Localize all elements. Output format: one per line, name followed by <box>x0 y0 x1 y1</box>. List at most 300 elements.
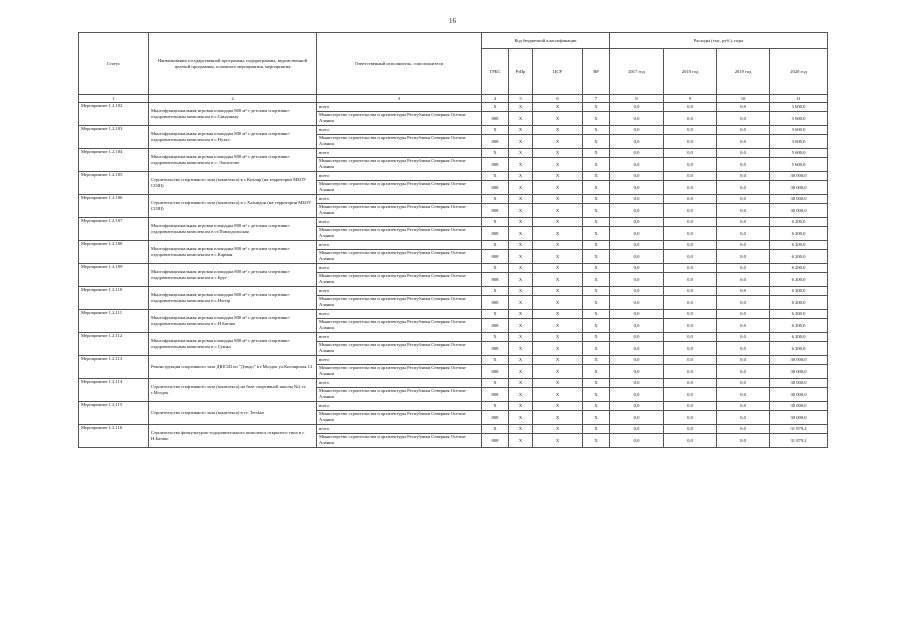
code-cell: X <box>533 319 583 333</box>
value-2017: 0,0 <box>610 296 664 310</box>
code-cell: X <box>509 126 533 135</box>
grbs-cell: 808 <box>482 342 509 356</box>
value-2019: 0,0 <box>717 287 770 296</box>
grbs-cell: 808 <box>482 434 509 448</box>
value-2018: 0,0 <box>664 204 717 218</box>
row-total-label: всего <box>317 264 482 273</box>
value-2017: 0,0 <box>610 342 664 356</box>
value-2018: 0,0 <box>664 333 717 342</box>
value-2020: 30 000,0 <box>770 195 828 204</box>
code-cell: X <box>482 149 509 158</box>
code-cell: X <box>482 126 509 135</box>
value-2018: 0,0 <box>664 296 717 310</box>
code-cell: X <box>482 402 509 411</box>
row-executor: Министерство строительства и архитектуры Республики Северная Осетия-Алания <box>317 388 482 402</box>
code-cell: X <box>509 103 533 112</box>
table-row-total <box>79 103 828 112</box>
value-2019: 0,0 <box>717 411 770 425</box>
value-2017: 0,0 <box>610 264 664 273</box>
value-2019: 0,0 <box>717 195 770 204</box>
value-2020: 6 200,0 <box>770 333 828 342</box>
grbs-cell: 808 <box>482 181 509 195</box>
value-2018: 0,0 <box>664 218 717 227</box>
value-2020: 30 000,0 <box>770 172 828 181</box>
code-cell: X <box>583 287 610 296</box>
code-cell: X <box>533 379 583 388</box>
row-executor: Министерство строительства и архитектуры Республики Северная Осетия-Алания <box>317 365 482 379</box>
value-2019: 0,0 <box>717 342 770 356</box>
value-2018: 0,0 <box>664 319 717 333</box>
value-2017: 0,0 <box>610 434 664 448</box>
grbs-cell: 808 <box>482 273 509 287</box>
column-number: 6 <box>533 95 583 103</box>
row-total-label: всего <box>317 356 482 365</box>
value-2018: 0,0 <box>664 342 717 356</box>
table-row-total <box>79 310 828 319</box>
row-total-label: всего <box>317 379 482 388</box>
code-cell: X <box>509 402 533 411</box>
value-2018: 0,0 <box>664 356 717 365</box>
value-2017: 0,0 <box>610 195 664 204</box>
row-total-label: всего <box>317 287 482 296</box>
code-cell: X <box>583 250 610 264</box>
code-cell: X <box>583 172 610 181</box>
column-number: 7 <box>583 95 610 103</box>
value-2018: 0,0 <box>664 250 717 264</box>
code-cell: X <box>509 149 533 158</box>
value-2020: 5 600,0 <box>770 158 828 172</box>
row-name: Строительство спортивного зала (комплекса) в ст. Terskoe <box>149 402 317 425</box>
row-executor: Министерство строительства и архитектуры Республики Северная Осетия-Алания <box>317 273 482 287</box>
row-executor: Министерство строительства и архитектуры Республики Северная Осетия-Алания <box>317 204 482 218</box>
code-cell: X <box>583 365 610 379</box>
value-2019: 0,0 <box>717 126 770 135</box>
code-cell: X <box>533 434 583 448</box>
value-2019: 0,0 <box>717 181 770 195</box>
code-cell: X <box>509 172 533 181</box>
value-2020: 6 200,0 <box>770 342 828 356</box>
value-2019: 0,0 <box>717 149 770 158</box>
row-name: Строительство физкультурно-оздоровительного комплекса открытого типа в с. Н.Батако <box>149 425 317 448</box>
code-cell: X <box>533 425 583 434</box>
code-cell: X <box>482 310 509 319</box>
table-row-total <box>79 402 828 411</box>
code-cell: X <box>509 250 533 264</box>
value-2017: 0,0 <box>610 402 664 411</box>
code-cell: X <box>509 319 533 333</box>
value-2020: 30 000,0 <box>770 181 828 195</box>
row-status: Мероприятие 1.2.104 <box>79 149 149 172</box>
header-code-rzpr: РзПр <box>509 49 533 95</box>
code-cell: X <box>509 379 533 388</box>
table-row-total <box>79 287 828 296</box>
column-number-row <box>79 95 828 103</box>
code-cell: X <box>482 172 509 181</box>
value-2019: 0,0 <box>717 379 770 388</box>
value-2020: 6 200,0 <box>770 296 828 310</box>
code-cell: X <box>533 126 583 135</box>
code-cell: X <box>509 158 533 172</box>
code-cell: X <box>533 218 583 227</box>
table-row-total <box>79 333 828 342</box>
value-2018: 0,0 <box>664 126 717 135</box>
row-executor: Министерство строительства и архитектуры Республики Северная Осетия-Алания <box>317 296 482 310</box>
budget-table <box>78 32 828 448</box>
row-total-label: всего <box>317 149 482 158</box>
value-2020: 30 000,0 <box>770 402 828 411</box>
column-number: 5 <box>509 95 533 103</box>
code-cell: X <box>583 342 610 356</box>
value-2019: 0,0 <box>717 333 770 342</box>
code-cell: X <box>509 356 533 365</box>
grbs-cell: 808 <box>482 204 509 218</box>
row-total-label: всего <box>317 241 482 250</box>
table-row-total <box>79 195 828 204</box>
value-2019: 0,0 <box>717 425 770 434</box>
column-number: 10 <box>717 95 770 103</box>
value-2018: 0,0 <box>664 273 717 287</box>
row-executor: Министерство строительства и архитектуры Республики Северная Осетия-Алания <box>317 181 482 195</box>
value-2020: 6 200,0 <box>770 273 828 287</box>
row-executor: Министерство строительства и архитектуры Республики Северная Осетия-Алания <box>317 227 482 241</box>
value-2020: 31 879,2 <box>770 425 828 434</box>
row-executor: Министерство строительства и архитектуры Республики Северная Осетия-Алания <box>317 342 482 356</box>
grbs-cell: 808 <box>482 158 509 172</box>
code-cell: X <box>583 149 610 158</box>
table-row-total <box>79 149 828 158</box>
column-number: 8 <box>610 95 664 103</box>
code-cell: X <box>533 250 583 264</box>
value-2017: 0,0 <box>610 388 664 402</box>
code-cell: X <box>509 425 533 434</box>
value-2018: 0,0 <box>664 195 717 204</box>
value-2018: 0,0 <box>664 402 717 411</box>
value-2017: 0,0 <box>610 241 664 250</box>
row-name: Реконструкция спортивного зала ДЮСШ по "Дзюдо" в г.Моздок ул.Кизлярская 12 <box>149 356 317 379</box>
code-cell: X <box>533 172 583 181</box>
value-2020: 30 000,0 <box>770 411 828 425</box>
code-cell: X <box>583 241 610 250</box>
code-cell: X <box>533 402 583 411</box>
row-status: Мероприятие 1.2.109 <box>79 264 149 287</box>
code-cell: X <box>533 227 583 241</box>
value-2017: 0,0 <box>610 273 664 287</box>
value-2017: 0,0 <box>610 158 664 172</box>
table-row-total <box>79 379 828 388</box>
code-cell: X <box>583 204 610 218</box>
value-2017: 0,0 <box>610 112 664 126</box>
value-2017: 0,0 <box>610 411 664 425</box>
code-cell: X <box>583 195 610 204</box>
row-name: Многофункциональная игровая площадка 800 м² с детским спортивно-оздоровительным комплексом в с. Эльхотово <box>149 149 317 172</box>
value-2020: 6 200,0 <box>770 310 828 319</box>
value-2018: 0,0 <box>664 103 717 112</box>
row-executor: Министерство строительства и архитектуры Республики Северная Осетия-Алания <box>317 158 482 172</box>
code-cell: X <box>509 411 533 425</box>
code-cell: X <box>482 379 509 388</box>
value-2017: 0,0 <box>610 126 664 135</box>
value-2020: 3 600,0 <box>770 103 828 112</box>
code-cell: X <box>533 273 583 287</box>
value-2017: 0,0 <box>610 103 664 112</box>
code-cell: X <box>533 135 583 149</box>
value-2019: 0,0 <box>717 356 770 365</box>
code-cell: X <box>482 218 509 227</box>
value-2018: 0,0 <box>664 241 717 250</box>
value-2018: 0,0 <box>664 264 717 273</box>
row-status: Мероприятие 1.2.108 <box>79 241 149 264</box>
code-cell: X <box>509 135 533 149</box>
code-cell: X <box>533 310 583 319</box>
row-total-label: всего <box>317 126 482 135</box>
code-cell: X <box>509 333 533 342</box>
code-cell: X <box>509 241 533 250</box>
grbs-cell: 808 <box>482 135 509 149</box>
header-expenses-group: Расходы (тыс. руб.), годы <box>610 33 828 49</box>
value-2020: 5 600,0 <box>770 149 828 158</box>
value-2018: 0,0 <box>664 112 717 126</box>
code-cell: X <box>533 158 583 172</box>
value-2020: 6 200,0 <box>770 319 828 333</box>
row-status: Мероприятие 1.2.111 <box>79 310 149 333</box>
value-2020: 3 600,0 <box>770 135 828 149</box>
value-2019: 0,0 <box>717 402 770 411</box>
value-2019: 0,0 <box>717 250 770 264</box>
code-cell: X <box>583 319 610 333</box>
row-name: Многофункциональная игровая площадка 800 м² с детским спортивно-оздоровительным комплексом в с.Синдзикау <box>149 103 317 126</box>
code-cell: X <box>533 264 583 273</box>
value-2020: 30 000,0 <box>770 379 828 388</box>
value-2017: 0,0 <box>610 181 664 195</box>
row-executor: Министерство строительства и архитектуры Республики Северная Осетия-Алания <box>317 411 482 425</box>
code-cell: X <box>482 103 509 112</box>
code-cell: X <box>583 296 610 310</box>
value-2019: 0,0 <box>717 434 770 448</box>
code-cell: X <box>583 227 610 241</box>
code-cell: X <box>509 388 533 402</box>
column-number: 1 <box>79 95 149 103</box>
header-year-2020: 2020 год <box>770 49 828 95</box>
value-2018: 0,0 <box>664 227 717 241</box>
value-2020: 30 000,0 <box>770 356 828 365</box>
row-executor: Министерство строительства и архитектуры Республики Северная Осетия-Алания <box>317 250 482 264</box>
code-cell: X <box>482 425 509 434</box>
code-cell: X <box>509 112 533 126</box>
table-row-total <box>79 241 828 250</box>
row-executor: Министерство строительства и архитектуры Республики Северная Осетия-Алания <box>317 434 482 448</box>
header-year-2017: 2017 год <box>610 49 664 95</box>
code-cell: X <box>509 227 533 241</box>
header-name: Наименования государственной программы, подпрограммы, ведомственной целевой программы, основного мероприятия, мероприятия <box>149 33 317 95</box>
header-code-vr: ВР <box>583 49 610 95</box>
row-status: Мероприятие 1.2.114 <box>79 379 149 402</box>
value-2018: 0,0 <box>664 135 717 149</box>
value-2019: 0,0 <box>717 241 770 250</box>
table-row-total <box>79 172 828 181</box>
value-2020: 6 200,0 <box>770 218 828 227</box>
code-cell: X <box>533 103 583 112</box>
row-name: Многофункциональная игровая площадка 800 м² с детским спортивно-оздоровительным комплексом в с.Ногир <box>149 287 317 310</box>
code-cell: X <box>583 356 610 365</box>
row-name: Многофункциональная игровая площадка 800 м² с детским спортивно-оздоровительным комплексом в с.Нузал <box>149 126 317 149</box>
code-cell: X <box>509 342 533 356</box>
row-status: Мероприятие 1.2.103 <box>79 126 149 149</box>
value-2018: 0,0 <box>664 388 717 402</box>
table-row-total <box>79 425 828 434</box>
row-name: Строительство спортивного зала (комплекса) на базе спортивной школы №2 ст. г.Моздок <box>149 379 317 402</box>
row-status: Мероприятие 1.2.113 <box>79 356 149 379</box>
column-number: 2 <box>149 95 317 103</box>
code-cell: X <box>509 204 533 218</box>
code-cell: X <box>583 434 610 448</box>
value-2019: 0,0 <box>717 218 770 227</box>
value-2017: 0,0 <box>610 356 664 365</box>
header-budget-code-group: Код бюджетной классификации <box>482 33 610 49</box>
code-cell: X <box>482 264 509 273</box>
value-2018: 0,0 <box>664 425 717 434</box>
row-status: Мероприятие 1.2.106 <box>79 195 149 218</box>
row-executor: Министерство строительства и архитектуры Республики Северная Осетия-Алания <box>317 135 482 149</box>
column-number: 3 <box>317 95 482 103</box>
header-executor: Ответственный исполнитель, соисполнители <box>317 33 482 95</box>
row-status: Мероприятие 1.2.115 <box>79 402 149 425</box>
value-2019: 0,0 <box>717 310 770 319</box>
code-cell: X <box>509 273 533 287</box>
row-total-label: всего <box>317 333 482 342</box>
row-name: Многофункциональная игровая площадка 800 м² с детским спортивно-оздоровительным комплексом в с.Брут <box>149 264 317 287</box>
value-2017: 0,0 <box>610 135 664 149</box>
table-row-total <box>79 126 828 135</box>
value-2018: 0,0 <box>664 149 717 158</box>
row-total-label: всего <box>317 425 482 434</box>
code-cell: X <box>482 241 509 250</box>
row-name: Строительство спортивного зала (комплекса) в с.Хазнидон (на территории МБОУ СОШ) <box>149 195 317 218</box>
code-cell: X <box>583 273 610 287</box>
value-2020: 6 200,0 <box>770 241 828 250</box>
value-2020: 6 200,0 <box>770 264 828 273</box>
row-name: Многофункциональная игровая площадка 800 м² с детским спортивно-оздоровительным комплексом в с.Н.Батако <box>149 310 317 333</box>
row-status: Мероприятие 1.2.107 <box>79 218 149 241</box>
grbs-cell: 808 <box>482 411 509 425</box>
code-cell: X <box>533 149 583 158</box>
code-cell: X <box>583 310 610 319</box>
code-cell: X <box>583 103 610 112</box>
code-cell: X <box>509 296 533 310</box>
code-cell: X <box>482 333 509 342</box>
value-2018: 0,0 <box>664 365 717 379</box>
value-2020: 31 879,2 <box>770 434 828 448</box>
code-cell: X <box>583 218 610 227</box>
code-cell: X <box>583 388 610 402</box>
table-row-total <box>79 218 828 227</box>
header-year-2018: 2018 год <box>664 49 717 95</box>
value-2017: 0,0 <box>610 319 664 333</box>
code-cell: X <box>583 112 610 126</box>
row-name: Многофункциональная игровая площадка 800 м² с детским спортивно-оздоровительным комплексом в с.Сунжа <box>149 333 317 356</box>
header-status: Статус <box>79 33 149 95</box>
value-2017: 0,0 <box>610 365 664 379</box>
grbs-cell: 808 <box>482 296 509 310</box>
code-cell: X <box>533 388 583 402</box>
value-2017: 0,0 <box>610 149 664 158</box>
row-status: Мероприятие 1.2.105 <box>79 172 149 195</box>
table-row-total <box>79 356 828 365</box>
code-cell: X <box>583 379 610 388</box>
grbs-cell: 808 <box>482 250 509 264</box>
row-executor: Министерство строительства и архитектуры Республики Северная Осетия-Алания <box>317 319 482 333</box>
row-name: Многофункциональная игровая площадка 800 м² с детским спортивно-оздоровительным комплексом в с.Карман <box>149 241 317 264</box>
code-cell: X <box>482 287 509 296</box>
code-cell: X <box>509 365 533 379</box>
value-2020: 30 000,0 <box>770 204 828 218</box>
code-cell: X <box>533 241 583 250</box>
value-2020: 30 000,0 <box>770 365 828 379</box>
column-number: 9 <box>664 95 717 103</box>
code-cell: X <box>509 287 533 296</box>
code-cell: X <box>533 112 583 126</box>
value-2020: 30 000,0 <box>770 388 828 402</box>
value-2019: 0,0 <box>717 319 770 333</box>
value-2019: 0,0 <box>717 204 770 218</box>
code-cell: X <box>583 135 610 149</box>
value-2020: 3 600,0 <box>770 112 828 126</box>
value-2020: 6 200,0 <box>770 227 828 241</box>
value-2017: 0,0 <box>610 227 664 241</box>
value-2018: 0,0 <box>664 181 717 195</box>
value-2017: 0,0 <box>610 250 664 264</box>
row-status: Мероприятие 1.2.116 <box>79 425 149 448</box>
row-status: Мероприятие 1.2.112 <box>79 333 149 356</box>
code-cell: X <box>583 333 610 342</box>
value-2018: 0,0 <box>664 379 717 388</box>
value-2019: 0,0 <box>717 296 770 310</box>
code-cell: X <box>533 365 583 379</box>
value-2019: 0,0 <box>717 273 770 287</box>
value-2019: 0,0 <box>717 135 770 149</box>
code-cell: X <box>583 264 610 273</box>
column-number: 11 <box>770 95 828 103</box>
row-name: Строительство спортивного зала (комплекса) в с.Кизляр (на территории МБОУ СОШ) <box>149 172 317 195</box>
value-2017: 0,0 <box>610 310 664 319</box>
row-status: Мероприятие 1.2.110 <box>79 287 149 310</box>
code-cell: X <box>533 181 583 195</box>
code-cell: X <box>583 158 610 172</box>
code-cell: X <box>583 402 610 411</box>
grbs-cell: 808 <box>482 112 509 126</box>
value-2018: 0,0 <box>664 158 717 172</box>
page-number: 16 <box>449 17 456 25</box>
value-2018: 0,0 <box>664 434 717 448</box>
value-2017: 0,0 <box>610 218 664 227</box>
code-cell: X <box>583 425 610 434</box>
row-total-label: всего <box>317 172 482 181</box>
row-status: Мероприятие 1.2.102 <box>79 103 149 126</box>
code-cell: X <box>509 310 533 319</box>
column-number: 4 <box>482 95 509 103</box>
row-total-label: всего <box>317 218 482 227</box>
code-cell: X <box>533 342 583 356</box>
value-2017: 0,0 <box>610 333 664 342</box>
header-code-csr: ЦСР <box>533 49 583 95</box>
value-2020: 6 200,0 <box>770 287 828 296</box>
value-2019: 0,0 <box>717 365 770 379</box>
row-total-label: всего <box>317 103 482 112</box>
code-cell: X <box>509 218 533 227</box>
code-cell: X <box>533 195 583 204</box>
code-cell: X <box>533 333 583 342</box>
row-total-label: всего <box>317 195 482 204</box>
code-cell: X <box>509 181 533 195</box>
